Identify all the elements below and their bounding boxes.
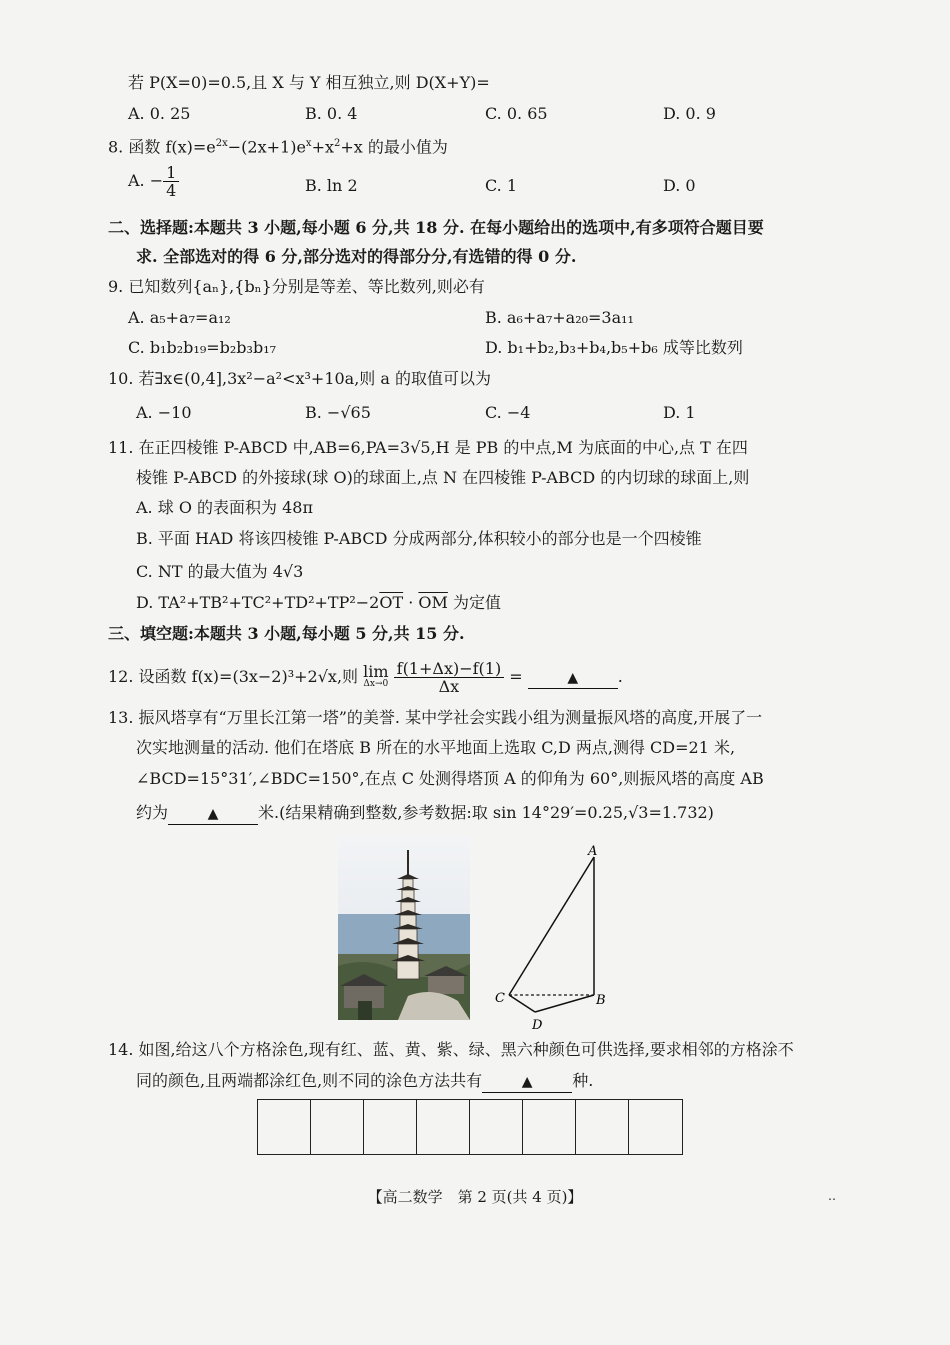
grid-cell (629, 1100, 682, 1154)
page-footer: 【高二数学 第 2 页(共 4 页)】 (367, 1188, 583, 1206)
grid-cell (470, 1100, 523, 1154)
q11-option-b: B. 平面 HAD 将该四棱锥 P-ABCD 分成两部分,体积较小的部分也是一个四棱锥 (136, 529, 702, 548)
triangle-marker-icon: ▲ (207, 806, 219, 822)
grid-cell (523, 1100, 576, 1154)
q12-stem: 12. 设函数 f(x)=(3x−2)³+2√x,则 lim Δx→0 $\frac{f(1+\Delta x)-f(1)}{\Delta x}$ = ▲ . (108, 659, 623, 696)
q13-line1: 13. 振风塔享有“万里长江第一塔”的美誉. 某中学社会实践小组为测量振风塔的高度,开展了一 (108, 708, 763, 727)
section3-heading: 三、填空题:本题共 3 小题,每小题 5 分,共 15 分. (108, 624, 465, 643)
eight-square-grid (257, 1099, 683, 1155)
q10-option-d: D. 1 (663, 403, 696, 422)
grid-cell (311, 1100, 364, 1154)
q8-option-c: C. 1 (485, 176, 518, 195)
q7-option-b: B. 0. 4 (305, 104, 358, 123)
corner-mark: ‥ (828, 1189, 837, 1203)
segment-db (535, 995, 594, 1012)
segment-ac (509, 857, 594, 995)
q7-option-a: A. 0. 25 (128, 104, 191, 123)
grid-cell (258, 1100, 311, 1154)
segment-cd (509, 995, 535, 1012)
q10-option-c: C. −4 (485, 403, 531, 422)
label-a: A (588, 844, 598, 859)
q9-option-d: D. b₁+b₂,b₃+b₄,b₅+b₆ 成等比数列 (485, 338, 743, 357)
q7-stem-continuation: 若 P(X=0)=0.5,且 X 与 Y 相互独立,则 D(X+Y)= (128, 73, 490, 92)
q13-line3: ∠BCD=15°31′,∠BDC=150°,在点 C 处测得塔顶 A 的仰角为 60°,则振风塔的高度 AB (136, 769, 764, 788)
q11-option-c: C. NT 的最大值为 4√3 (136, 562, 304, 581)
q8-option-a: A. − $\frac{1}{4}$ (128, 164, 179, 199)
q8-option-b: B. ln 2 (305, 176, 358, 195)
pagoda-photo (338, 836, 470, 1020)
q13-line4: 约为 ▲ 米.(结果精确到整数,参考数据:取 sin 14°29′=0.25,√3=1.732) (136, 803, 714, 825)
q11-option-a: A. 球 O 的表面积为 48π (136, 498, 313, 517)
q14-answer-blank (482, 1071, 572, 1093)
q14-line2: 同的颜色,且两端都涂红色,则不同的涂色方法共有 ▲ 种. (136, 1071, 593, 1093)
q13-line2: 次实地测量的活动. 他们在塔底 B 所在的水平地面上选取 C,D 两点,测得 CD=21 米, (136, 738, 736, 757)
tower-geometry-diagram (490, 840, 620, 1035)
q7-option-c: C. 0. 65 (485, 104, 548, 123)
q9-option-b: B. a₆+a₇+a₂₀=3a₁₁ (485, 308, 634, 327)
q10-stem: 10. 若∃x∈(0,4],3x²−a²<x³+10a,则 a 的取值可以为 (108, 369, 492, 388)
q14-line1: 14. 如图,给这八个方格涂色,现有红、蓝、黄、紫、绿、黑六种颜色可供选择,要求相邻的方格涂不 (108, 1040, 794, 1059)
q12-answer-blank (528, 667, 618, 689)
q9-option-c: C. b₁b₂b₁₉=b₂b₃b₁₇ (128, 338, 277, 357)
label-b: B (596, 993, 606, 1008)
section2-heading-line2: 求. 全部选对的得 6 分,部分选对的得部分分,有选错的得 0 分. (136, 247, 577, 266)
q9-stem: 9. 已知数列{aₙ},{bₙ}分别是等差、等比数列,则必有 (108, 277, 485, 296)
label-d: D (532, 1018, 543, 1033)
grid-cell (417, 1100, 470, 1154)
triangle-marker-icon: ▲ (521, 1074, 533, 1090)
label-c: C (495, 991, 505, 1006)
q7-option-d: D. 0. 9 (663, 104, 716, 123)
q9-option-a: A. a₅+a₇=a₁₂ (128, 308, 231, 327)
q11-stem-line2: 棱锥 P-ABCD 的外接球(球 O)的球面上,点 N 在四棱锥 P-ABCD 的内切球的球面上,则 (136, 468, 750, 487)
q8-option-d: D. 0 (663, 176, 696, 195)
q8-stem: 8. 函数 $f(x)=e^{2x}-(2x+1)e^x+x^2+x$ 的最小值为 (108, 137, 448, 157)
q10-option-a: A. −10 (136, 403, 192, 422)
grid-cell (364, 1100, 417, 1154)
section2-heading-line1: 二、选择题:本题共 3 小题,每小题 6 分,共 18 分. 在每小题给出的选项中,有多项符合题目要 (108, 218, 764, 237)
q13-answer-blank (168, 803, 258, 825)
q11-stem-line1: 11. 在正四棱锥 P-ABCD 中,AB=6,PA=3√5,H 是 PB 的中点,M 为底面的中心,点 T 在四 (108, 438, 748, 457)
q11-option-d: D. $TA^2+TB^2+TC^2+TD^2+TP^2-2\overline{OT} \cdot \overline{OM}$ 为定值 (136, 593, 501, 612)
q10-option-b: B. −√65 (305, 403, 371, 422)
triangle-marker-icon: ▲ (567, 670, 579, 686)
grid-cell (576, 1100, 629, 1154)
